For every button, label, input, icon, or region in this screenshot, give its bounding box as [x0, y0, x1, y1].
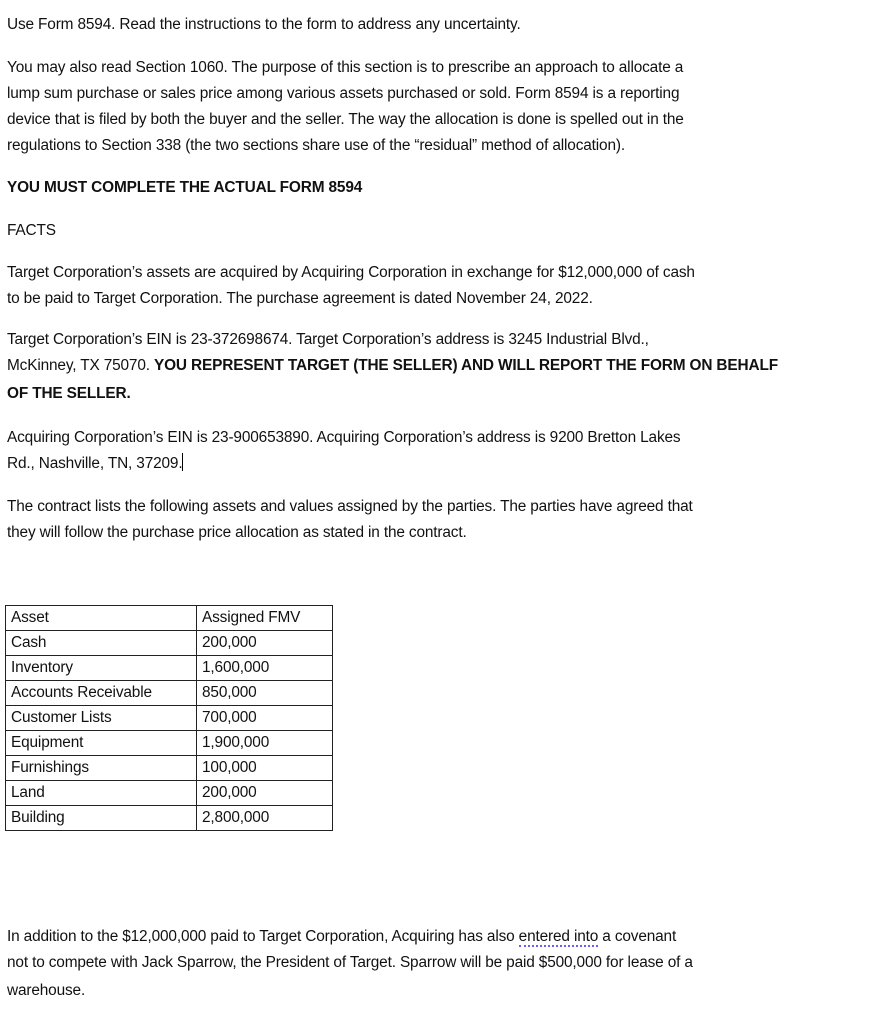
table-row: [6, 656, 333, 681]
facts-heading: FACTS: [7, 222, 56, 239]
acquiring-paragraph: Acquiring Corporation’s EIN is 23-900653890. Acquiring Corporation’s address is 9200 Bretton Lakes Rd., Nashville, TN, 37209.: [7, 429, 681, 472]
fmv-cell: 2,800,000: [197, 806, 333, 831]
fmv-cell: 200,000: [197, 631, 333, 656]
table-header-row: Asset Assigned FMV: [6, 606, 333, 631]
table-row: [6, 631, 333, 656]
fmv-cell: 200,000: [197, 781, 333, 806]
text-cursor: [182, 453, 183, 471]
table-row: [6, 731, 333, 756]
asset-fmv-table: [5, 605, 333, 831]
asset-cell: Equipment: [6, 731, 197, 756]
target-paragraph: Target Corporation’s assets are acquired by Acquiring Corporation in exchange for $12,000,000 of cash to be paid to Target Corporation. The purchase agreement is dated November 24, 2022.: [7, 264, 695, 307]
table-row: [6, 781, 333, 806]
table-row: [6, 806, 333, 831]
table-row: [6, 706, 333, 731]
contract-paragraph: The contract lists the following assets and values assigned by the parties. The parties have agreed that they will follow the purchase price allocation as stated in the contract.: [7, 498, 693, 541]
asset-cell: Customer Lists: [6, 706, 197, 731]
must-complete-heading: YOU MUST COMPLETE THE ACTUAL FORM 8594: [7, 179, 363, 196]
asset-cell: Land: [6, 781, 197, 806]
asset-cell: Cash: [6, 631, 197, 656]
asset-cell: Inventory: [6, 656, 197, 681]
grammar-flag[interactable]: entered into: [518, 928, 599, 945]
intro-paragraph: Use Form 8594. Read the instructions to the form to address any uncertainty.: [7, 16, 521, 33]
asset-cell: Building: [6, 806, 197, 831]
asset-cell: Furnishings: [6, 756, 197, 781]
fmv-cell: 700,000: [197, 706, 333, 731]
covenant-paragraph: In addition to the $12,000,000 paid to Target Corporation, Acquiring has also entered into a covenant not to compete with Jack Sparrow, the President of Target. Sparrow will be paid $500,000 for lease of a warehouse.: [7, 928, 693, 999]
table-row: [6, 756, 333, 781]
fmv-cell: 1,900,000: [197, 731, 333, 756]
table-row: [6, 681, 333, 706]
fmv-cell: 850,000: [197, 681, 333, 706]
asset-cell: Accounts Receivable: [6, 681, 197, 706]
section-1060-paragraph: You may also read Section 1060. The purpose of this section is to prescribe an approach to allocate a lump sum purchase or sales price among various assets purchased or sold. Form 8594 is a reporting device that is filed by both the buyer and the seller. The way the allocation is done is spelled out in the regulations to Section 338 (the two sections share use of the “residual” method of allocation).: [7, 59, 684, 154]
fmv-cell: 100,000: [197, 756, 333, 781]
fmv-cell: 1,600,000: [197, 656, 333, 681]
ein-paragraph: Target Corporation’s EIN is 23-372698674. Target Corporation’s address is 3245 Industrial Blvd., McKinney, TX 75070. YOU REPRESENT TARGET (THE SELLER) AND WILL REPORT THE FORM ON BEHALF OF THE SELLER.: [7, 331, 778, 402]
